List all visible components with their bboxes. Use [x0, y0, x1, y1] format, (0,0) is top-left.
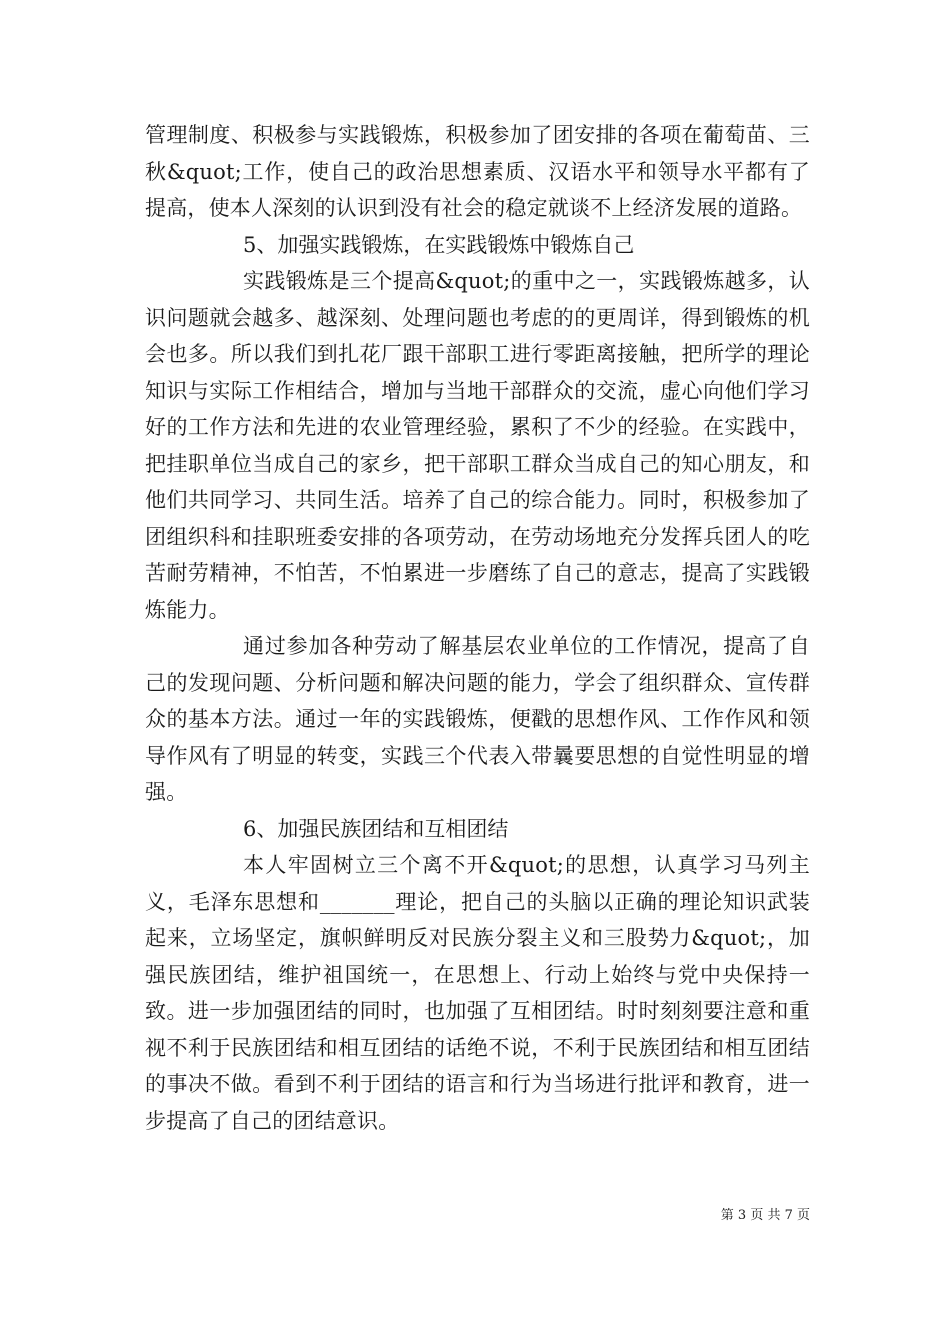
section-heading-5: 5、加强实践锻炼，在实践锻炼中锻炼自己	[243, 232, 635, 257]
paragraph-intro: 管理制度、积极参与实践锻炼，积极参加了团安排的各项在葡萄苗、三秋&quot;工作，使自己的政治思想素质、汉语水平和领导水平都有了提高，使本人深刻的认识到没有社会的稳定就谈不上经济发展的道路。	[145, 123, 810, 220]
paragraph-labor: 通过参加各种劳动了解基层农业单位的工作情况，提高了自己的发现问题、分析问题和解决问题的能力，学会了组织群众、宣传群众的基本方法。通过一年的实践锻炼，便戳的思想作风、工作作风和领导作风有了明显的转变，实践三个代表入带曩要思想的自觉性明显的增强。	[145, 634, 810, 804]
paragraph-unity: 本人牢固树立三个离不开&quot;的思想，认真学习马列主义，毛泽东思想和_______理论，把自己的头脑以正确的理论知识武装起来，立场坚定，旗帜鲜明反对民族分裂主义和三股势力&quot;，加强民族团结，维护祖国统一，在思想上、行动上始终与党中央保持一致。进一步加强团结的同时，也加强了互相团结。时时刻刻要注意和重视不利于民族团结和相互团结的话绝不说，不利于民族团结和相互团结的事决不做。看到不利于团结的语言和行为当场进行批评和教育，进一步提高了自己的团结意识。	[145, 853, 810, 1133]
section-heading-6: 6、加强民族团结和互相团结	[243, 816, 509, 841]
page-number-footer: 第 3 页 共 7 页	[720, 1208, 810, 1223]
document-body	[145, 117, 810, 1139]
paragraph-practice: 实践锻炼是三个提高&quot;的重中之一，实践锻炼越多，认识问题就会越多、越深刻、处理问题也考虑的的更周详，得到锻炼的机会也多。所以我们到扎花厂跟干部职工进行零距离接触，把所学的理论知识与实际工作相结合，增加与当地干部群众的交流，虚心向他们学习好的工作方法和先进的农业管理经验，累积了不少的经验。在实践中，把挂职单位当成自己的家乡，把干部职工群众当成自己的知心朋友，和他们共同学习、共同生活。培养了自己的综合能力。同时，积极参加了团组织科和挂职班委安排的各项劳动，在劳动场地充分发挥兵团人的吃苦耐劳精神，不怕苦，不怕累进一步磨练了自己的意志，提高了实践锻炼能力。	[145, 269, 810, 622]
